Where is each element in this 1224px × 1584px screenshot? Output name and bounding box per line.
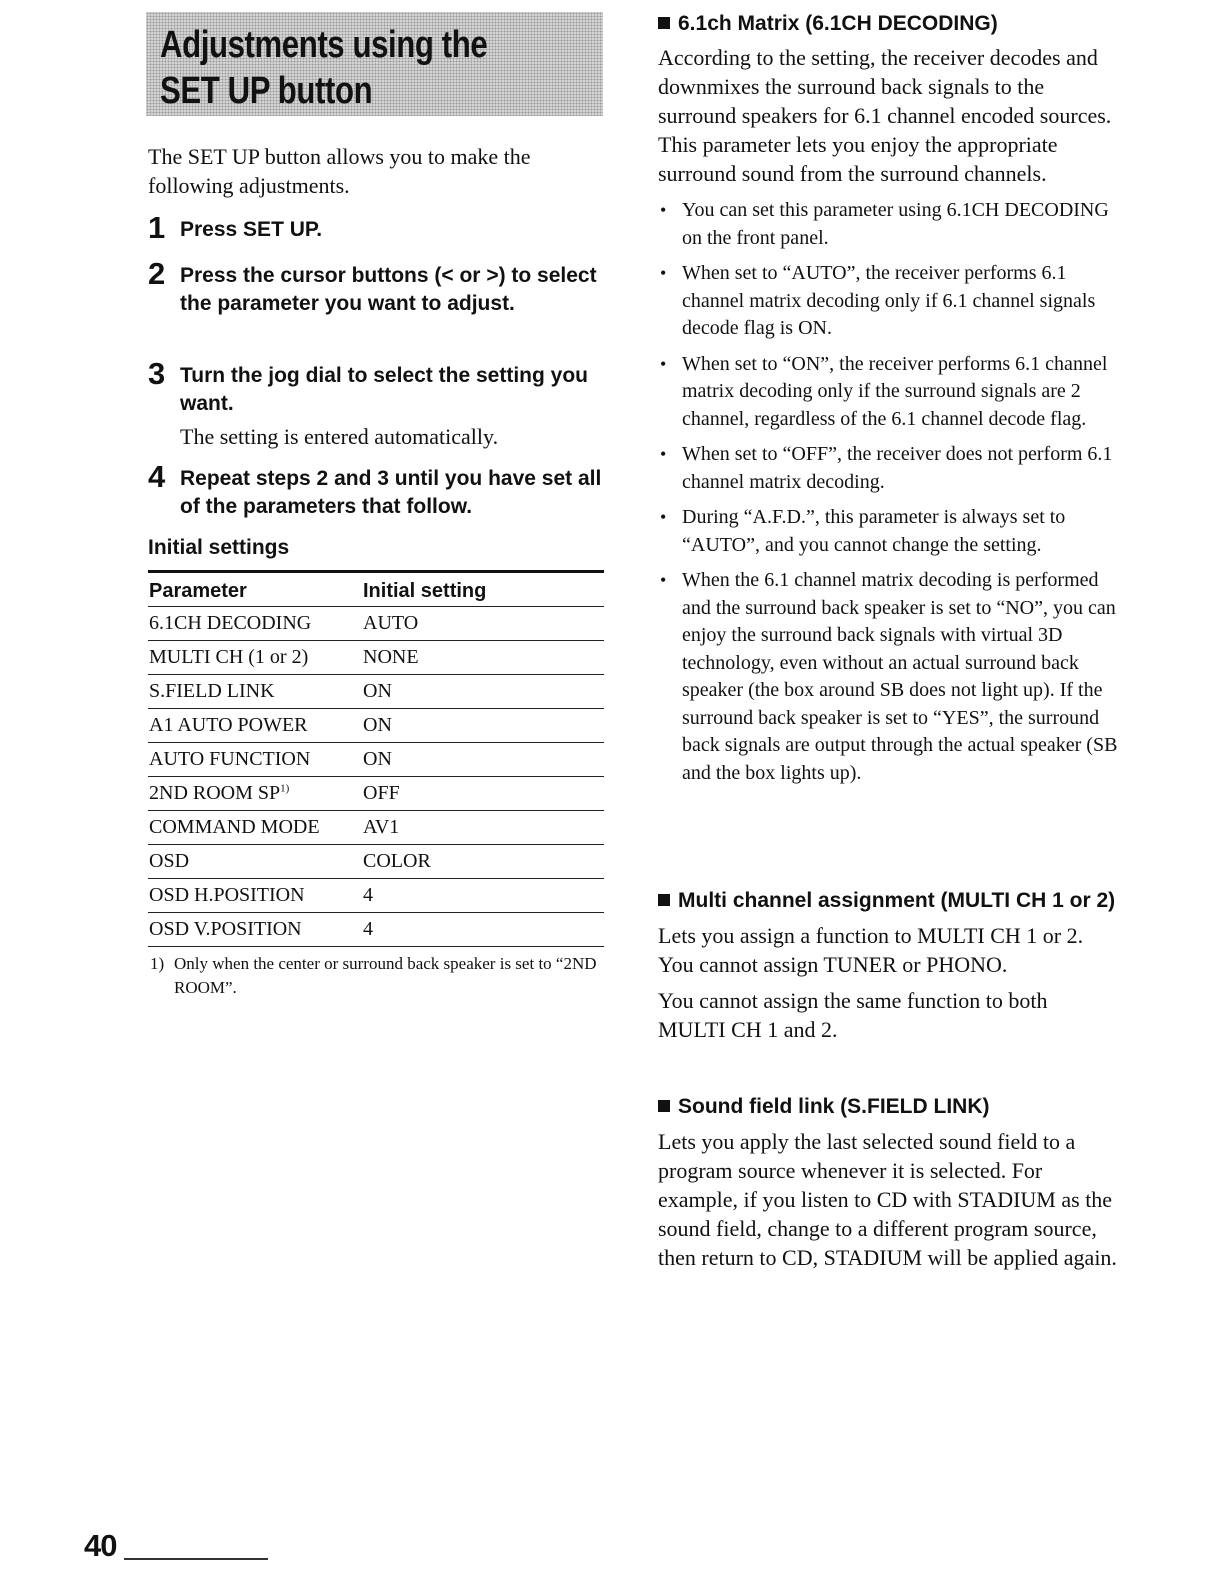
page-title-line-2: SET UP button	[160, 70, 373, 112]
cell-parameter: S.FIELD LINK	[149, 680, 275, 702]
cell-setting: COLOR	[363, 850, 431, 872]
step-number: 3	[148, 356, 166, 391]
cell-setting: OFF	[363, 782, 400, 804]
step-title: Repeat steps 2 and 3 until you have set all of the parameters that follow.	[180, 467, 602, 518]
table-row	[148, 675, 604, 709]
table-footnote	[150, 952, 600, 1000]
table-header-row	[148, 573, 604, 607]
page-number-rule	[124, 1558, 268, 1560]
initial-settings-table	[148, 570, 604, 947]
cell-parameter: A1 AUTO POWER	[149, 714, 308, 736]
cell-parameter: COMMAND MODE	[149, 816, 320, 838]
footnote-mark: 1)	[150, 954, 165, 973]
square-bullet-icon	[658, 894, 670, 906]
list-item: • When the 6.1 channel matrix decoding is performed and the surround back speaker is set to “NO”, you can enjoy the surround back signals with virtual 3D technology, even without an actual surround back speaker (the box around SB does not light up). If the surround back speaker is set to “YES”, the surround back signals are output through the actual speaker (SB and the box lights up).	[658, 567, 1118, 787]
step-title: Press SET UP.	[180, 218, 323, 241]
cell-parameter	[148, 782, 363, 805]
cell-setting: ON	[363, 748, 392, 770]
list-item: • When set to “OFF”, the receiver does not perform 6.1 channel matrix decoding.	[658, 441, 1118, 496]
column-header-parameter: Parameter	[149, 580, 247, 602]
sfield-heading-text: Sound field link (S.FIELD LINK)	[678, 1095, 990, 1118]
cell-parameter: MULTI CH (1 or 2)	[149, 646, 309, 668]
matrix-heading	[658, 8, 1118, 40]
sfield-heading	[658, 1091, 1118, 1123]
cell-parameter: OSD	[149, 850, 190, 872]
step-3	[148, 356, 608, 451]
square-bullet-icon	[658, 17, 670, 29]
footnote-marker: 1)	[280, 782, 290, 795]
title-banner	[146, 12, 603, 116]
page-title-line-1: Adjustments using the	[160, 24, 488, 66]
matrix-body: According to the setting, the receiver decodes and downmixes the surround back signals to the surround speakers for 6.1 channel encoded sources. This parameter lets you enjoy the appropriate surround sound from the surround channels.	[658, 45, 1112, 186]
cell-setting: 4	[363, 884, 373, 906]
step-note: The setting is entered automatically.	[180, 424, 499, 449]
column-header-setting: Initial setting	[363, 580, 487, 602]
table-row	[148, 777, 604, 811]
table-row	[148, 641, 604, 675]
cell-setting: ON	[363, 714, 392, 736]
sfield-section	[658, 1091, 1118, 1272]
matrix-heading-text: 6.1ch Matrix (6.1CH DECODING)	[678, 12, 998, 35]
table-row	[148, 743, 604, 777]
step-number: 1	[148, 210, 166, 245]
step-4	[148, 459, 608, 521]
cell-parameter: OSD H.POSITION	[149, 884, 305, 906]
parameter-text: 2ND ROOM SP	[149, 782, 281, 804]
square-bullet-icon	[658, 1100, 670, 1112]
initial-settings-heading: Initial settings	[148, 536, 290, 559]
step-number: 2	[148, 256, 166, 291]
table-row	[148, 607, 604, 641]
page-number: 40	[84, 1528, 117, 1563]
sfield-body: Lets you apply the last selected sound field to a program source whenever it is selected. For example, if you listen to CD with STADIUM as the sound field, change to a different program source, then return to CD, STADIUM will be applied again.	[658, 1129, 1117, 1270]
cell-setting: AV1	[363, 816, 400, 838]
table-row	[148, 709, 604, 743]
multi-paragraph-2: You cannot assign the same function to both MULTI CH 1 and 2.	[658, 988, 1048, 1042]
cell-parameter: OSD V.POSITION	[149, 918, 302, 940]
table-row	[148, 845, 604, 879]
cell-parameter: AUTO FUNCTION	[149, 748, 311, 770]
step-number: 4	[148, 459, 166, 494]
list-item: • During “A.F.D.”, this parameter is always set to “AUTO”, and you cannot change the setting.	[658, 504, 1118, 559]
cell-setting: 4	[363, 918, 373, 940]
cell-parameter: 6.1CH DECODING	[149, 612, 312, 634]
cell-setting: ON	[363, 680, 392, 702]
multi-heading	[658, 885, 1118, 917]
cell-setting: AUTO	[363, 612, 419, 634]
multi-heading-text: Multi channel assignment (MULTI CH 1 or 2)	[678, 889, 1116, 912]
cell-setting: NONE	[363, 646, 419, 668]
table-row	[148, 879, 604, 913]
list-item: • You can set this parameter using 6.1CH DECODING on the front panel.	[658, 197, 1118, 252]
table-row	[148, 913, 604, 947]
table-row	[148, 811, 604, 845]
step-1	[148, 210, 608, 245]
multi-paragraph-1: Lets you assign a function to MULTI CH 1 or 2. You cannot assign TUNER or PHONO.	[658, 923, 1084, 977]
multi-section	[658, 885, 1118, 1044]
list-item: • When set to “AUTO”, the receiver performs 6.1 channel matrix decoding only if 6.1 channel signals decode flag is ON.	[658, 260, 1118, 343]
matrix-bullet-list	[658, 197, 1118, 787]
step-2	[148, 256, 608, 318]
list-item: • When set to “ON”, the receiver performs 6.1 channel matrix decoding only if the surround signals are 2 channel, regardless of the 6.1 channel decode flag.	[658, 351, 1118, 434]
step-title: Press the cursor buttons (< or >) to select the parameter you want to adjust.	[180, 264, 597, 315]
intro-text: The SET UP button allows you to make the following adjustments.	[148, 144, 531, 198]
footnote-text: Only when the center or surround back speaker is set to “2ND ROOM”.	[174, 954, 597, 997]
matrix-section	[658, 8, 1118, 795]
step-title: Turn the jog dial to select the setting you want.	[180, 364, 588, 415]
